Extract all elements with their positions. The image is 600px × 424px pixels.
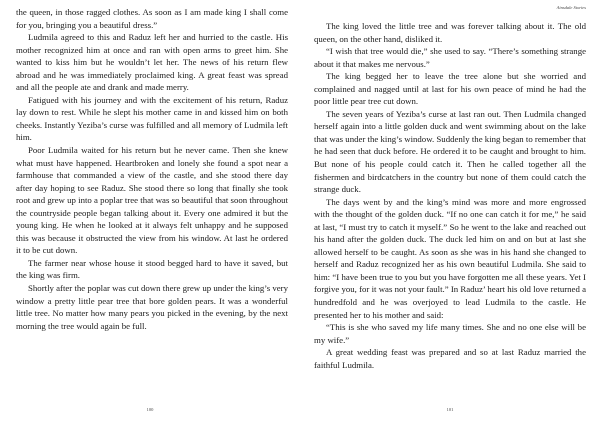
paragraph: “I wish that tree would die,” she used to say. “There’s something strange about it that makes me nervous.” bbox=[314, 46, 586, 69]
running-head: Ainsdale Stories bbox=[556, 5, 586, 10]
paragraph: Fatigued with his journey and with the excitement of his return, Raduz lay down to rest. While he slept his mother came in and kissed him on both cheeks. Instantly Yeziba’s curse was fulfilled and all memory of Ludmila left him. bbox=[16, 94, 288, 143]
page-number: 100 bbox=[146, 407, 154, 412]
page-number: 101 bbox=[446, 407, 454, 412]
paragraph: the queen, in those ragged clothes. As soon as I am made king I shall come for you, bringing you a beautiful dress.” bbox=[16, 7, 288, 30]
paragraph: Poor Ludmila waited for his return but he never came. Then she knew what must have happened. Heartbroken and lonely she found a spot near a farmhouse that commanded a view of the castle, and she stood there day after day hoping to see Raduz. She stood there so long that finally she took root and grew up into a poplar tree that was so beautiful that soon throughout the countryside people began talking about it. Every one admired it but the young king. He when he looked at it always felt unhappy and he supposed this was because it obstructed the view from his window. At last he ordered it to be cut down. bbox=[16, 145, 288, 256]
paragraph: The days went by and the king’s mind was more and more engrossed with the thought of the golden duck. “If no one can catch it for me,” he said at last, “I must try to catch it myself.” So he went to the lake and reached out his hand after the golden duck. The duck led him on and on but at last she allowed herself to be caught. As soon as she was in his hand she changed to herself and Raduz recognized her as his own beautiful Ludmila. She said to him: “I have been true to you but you have forgotten me all these years. Yet I forgive you, for it was not your fault.” In Raduz’ heart his old love returned a hundredfold and he was overjoyed to lead Ludmila to the castle. He presented her to his mother and said: bbox=[314, 196, 586, 320]
right-page bbox=[300, 0, 600, 424]
paragraph: The seven years of Yeziba’s curse at last ran out. Then Ludmila changed herself again into a little golden duck and went swimming about on the lake that was under the king’s window. Suddenly the king began to remember that he had seen that duck before. He ordered it to be caught and brought to him. But none of his people could catch it. Then he called together all the fishermen and birdcatchers in the country but none of them could catch the strange duck. bbox=[314, 108, 586, 195]
paragraph: The farmer near whose house it stood begged hard to have it saved, but the king was firm. bbox=[16, 257, 288, 281]
paragraph: Ludmila agreed to this and Raduz left her and hurried to the castle. His mother recognized him at once and ran with open arms to greet him. She wanted to kiss him but he wouldn’t let her. The news of his return flew abroad and he was immediately proclaimed king. A great feast was spread and all the people ate and drank and made merry. bbox=[16, 32, 288, 93]
paragraph: The king loved the little tree and was forever talking about it. The old queen, on the other hand, disliked it. bbox=[314, 21, 586, 44]
right-page-text bbox=[314, 20, 586, 371]
paragraph: Shortly after the poplar was cut down there grew up under the king’s very window a pretty little pear tree that bore golden pears. It was a wonderful little tree. No matter how many pears you picked in the evening, by the next morning the tree would again be full. bbox=[16, 283, 288, 331]
paragraph: A great wedding feast was prepared and so at last Raduz married the faithful Ludmila. bbox=[314, 347, 586, 370]
left-page-text bbox=[16, 6, 288, 332]
paragraph: The king begged her to leave the tree alone but she worried and complained and nagged until at last for his own peace of mind he had the poor little pear tree cut down. bbox=[314, 71, 586, 107]
paragraph: “This is she who saved my life many times. She and no one else will be my wife.” bbox=[314, 322, 586, 345]
